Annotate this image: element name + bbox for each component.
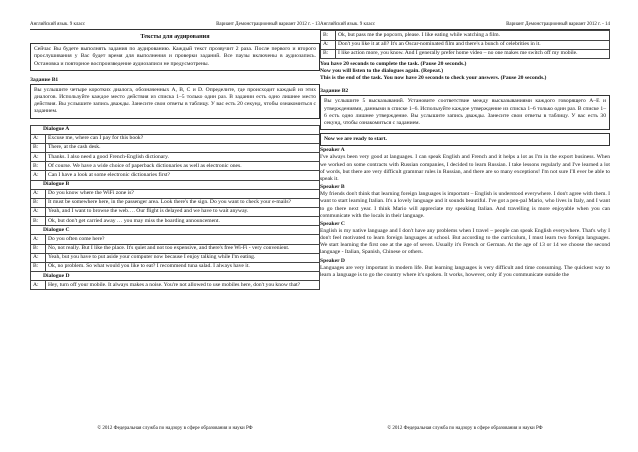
speaker-text: I've always been very good at languages. I can speak English and French and it helps a lot as I'm in the export business. When we worked on some contracts with Russian companies, I decided to learn Russian. I take lessons regularly and I've learned a lot of words, but there are very difficult grammar rules in Russian, and there are so many exceptions! I'm not sure I'll ever be able to speak it.: [320, 154, 610, 182]
speaker-mark: B:: [31, 217, 46, 226]
task-label: Задание В1: [30, 76, 59, 83]
dialogue-line: [31, 171, 320, 180]
speaker-mark: A:: [31, 171, 46, 180]
speaker-mark: A:: [31, 153, 46, 162]
line-text: Excuse me, where can I pay for this book?: [46, 134, 320, 143]
right-footer: © 2012 Федеральная служба по надзору в сфере образования и науки РФ: [387, 425, 543, 431]
dialogue-line: [31, 198, 320, 207]
speaker-name: Speaker C: [320, 220, 345, 227]
dialogue-line: [31, 235, 320, 244]
dialogue-title: Dialogue D: [31, 272, 320, 281]
dialogue-title: Dialogue B: [31, 180, 320, 189]
header-variant: Вариант Демонстрационный вариант 2012 г. - 13: [216, 22, 320, 27]
header-subject: Английский язык. 9 класс: [30, 22, 86, 27]
instructions-box: Сейчас Вы будете выполнять задания по аудированию. Каждый текст прозвучит 2 раза. После первого и второго прослушивания у Вас будет время для выполнения и проверки заданий. Все паузы включены в аудиозапись. Остановка и повторное воспроизведение аудиозаписи не предусмотрены.: [30, 43, 320, 70]
speaker-mark: A:: [321, 40, 336, 49]
dialogue-table: [30, 125, 320, 291]
left-page: [30, 22, 320, 432]
task-description: Вы услышите 5 высказываний. Установите соответствие между высказываниями каждого говорящего A–E и утверждениями, данными в списке 1–6. Используйте каждое утверждение из списка 1–6 только один раз. В списке 1–6 есть одно лишнее утверждение. Вы услышите запись дважды. Занесите свои ответы в таблицу. У вас есть 30 секунд, чтобы ознакомиться с заданием.: [320, 95, 610, 130]
dialogue-line: [31, 244, 320, 253]
speakers-list: [320, 147, 610, 279]
speaker-mark: B:: [31, 198, 46, 207]
line-text: Yeah, but you have to put aside your computer now because I enjoy talking while I'm eating.: [46, 253, 320, 262]
task-label: Задание В2: [320, 88, 349, 95]
instruction-line: This is the end of the task. You now have 20 seconds to check your answers. (Pause 20 seconds.): [320, 75, 547, 82]
speaker-mark: A:: [31, 134, 46, 143]
line-text: Of course. We have a wide choice of paperback dictionaries as well as electronic ones.: [46, 162, 320, 171]
line-text: I like action more, you know. And I generally prefer home video – no one makes me switch off my mobile.: [336, 49, 610, 58]
right-page: [320, 22, 610, 432]
instruction-line: You have 20 seconds to complete the task. (Pause 20 seconds.): [320, 60, 467, 67]
page-title: Тексты для аудирования: [140, 33, 210, 41]
ready-line: Now we are ready to start.: [320, 133, 610, 146]
dialogue-line: [321, 40, 610, 49]
dialogue-line: [31, 143, 320, 152]
speaker-mark: A:: [31, 207, 46, 216]
line-text: Thanks. I also need a good French-English dictionary.: [46, 153, 320, 162]
line-text: Hey, turn off your mobile. It always makes a noise. You're not allowed to use mobiles here, don't you know that?: [46, 281, 320, 290]
dialogue-line: [31, 281, 320, 290]
speaker-mark: A:: [31, 235, 46, 244]
speaker-text: Languages are very important in modern life. But learning languages is very difficult and time consuming. The quickest way to learn a language is to go the country where it's spoken. It works, however, only if you communicate outside the: [320, 264, 610, 278]
speaker-mark: A:: [31, 189, 46, 198]
dialogue-title-row: [31, 272, 320, 281]
dialogue-line: [31, 262, 320, 271]
header-variant: Вариант Демонстрационный вариант 2012 г. - 14: [506, 22, 610, 27]
dialogue-title-row: [31, 180, 320, 189]
dialogue-continuation-table: [320, 30, 610, 58]
dialogue-title: Dialogue C: [31, 226, 320, 235]
dialogue-line: [31, 253, 320, 262]
dialogue-line: [321, 31, 610, 40]
speaker-name: Speaker A: [320, 147, 345, 154]
speaker-mark: B:: [31, 143, 46, 152]
speaker-mark: B:: [31, 162, 46, 171]
dialogue-line: [321, 49, 610, 58]
header-subject: Английский язык. 9 класс: [320, 22, 376, 27]
dialogue-line: [31, 134, 320, 143]
dialogue-title-row: [31, 226, 320, 235]
speaker-mark: B:: [31, 262, 46, 271]
dialogue-line: [31, 207, 320, 216]
dialogue-line: [31, 162, 320, 171]
instruction-line: Now you will listen to the dialogues again. (Repeat.): [320, 68, 444, 75]
speaker-mark: A:: [31, 281, 46, 290]
right-page-header: [320, 22, 610, 30]
dialogue-title: Dialogue A: [31, 125, 320, 134]
line-text: No, not really. But I like the place. It's quiet and not too expensive, and there's free Wi-Fi - very convenient.: [46, 244, 320, 253]
line-text: There, at the cash desk.: [46, 143, 320, 152]
line-text: Yeah, and I want to browse the web…. Our flight is delayed and we have to wait anyway.: [46, 207, 320, 216]
task-description: Вы услышите четыре коротких диалога, обозначенных A, B, C и D. Определите, где происходит каждый из этих диалогов. Используйте каждое место действия из списка 1–5 только один раз. В задании есть одно лишнее место действия. Вы услышите запись дважды. Занесите свои ответы в таблицу. У вас есть 20 секунд, чтобы ознакомиться с заданием.: [30, 84, 320, 119]
dialogue-line: [31, 153, 320, 162]
line-text: Do you know where the WiFi zone is?: [46, 189, 320, 198]
speaker-mark: A:: [31, 253, 46, 262]
line-text: Don't you like it at all? It's an Oscar-nominated film and there's a bunch of celebrities in it.: [336, 40, 610, 49]
speaker-name: Speaker D: [320, 257, 345, 264]
dialogue-line: [31, 217, 320, 226]
dialogue-line: [31, 189, 320, 198]
line-text: It must be somewhere here, in the passenger area. Look there's the sign. Do you want to check your e-mails?: [46, 198, 320, 207]
speaker-text: My friends don't think that learning foreign languages is important – English is understood everywhere. I don't agree with them. I want to start learning Italian. It's a lovely language and it sounds beautiful. I've got a pen-pal Mario, who lives in Italy, and I want to go there next year. I think Mario will appreciate my speaking Italian. And travelling is more enjoyable when you can communicate with the locals in their language.: [320, 191, 610, 219]
speaker-text: English is my native language and I don't have any problems when I travel – people can speak English everywhere. That's why I don't feel motivated to learn foreign languages at school. But according to the curriculum, I must learn two foreign languages. We start learning the first one at the age of seven. Usually it's French or German. At the age of 13 or 14 we choose the second language - Italian, Spanish, Chinese or others.: [320, 227, 610, 256]
speaker-name: Speaker B: [320, 184, 345, 191]
left-page-header: [30, 22, 320, 30]
line-text: Do you often come here?: [46, 235, 320, 244]
line-text: Ok, no problem. So what would you like to eat? I recommend tuna salad. I always have it.: [46, 262, 320, 271]
speaker-mark: B:: [31, 244, 46, 253]
left-footer: © 2012 Федеральная служба по надзору в сфере образования и науки РФ: [97, 425, 253, 431]
line-text: Ok, but don't get carried away … you may miss the boarding announcement.: [46, 217, 320, 226]
speaker-mark: B:: [321, 49, 336, 58]
dialogue-title-row: [31, 125, 320, 134]
line-text: Ok, but pass me the popcorn, please. I like eating while watching a film.: [336, 31, 610, 40]
line-text: Can I have a look at some electronic dictionaries first?: [46, 171, 320, 180]
speaker-mark: B:: [321, 31, 336, 40]
